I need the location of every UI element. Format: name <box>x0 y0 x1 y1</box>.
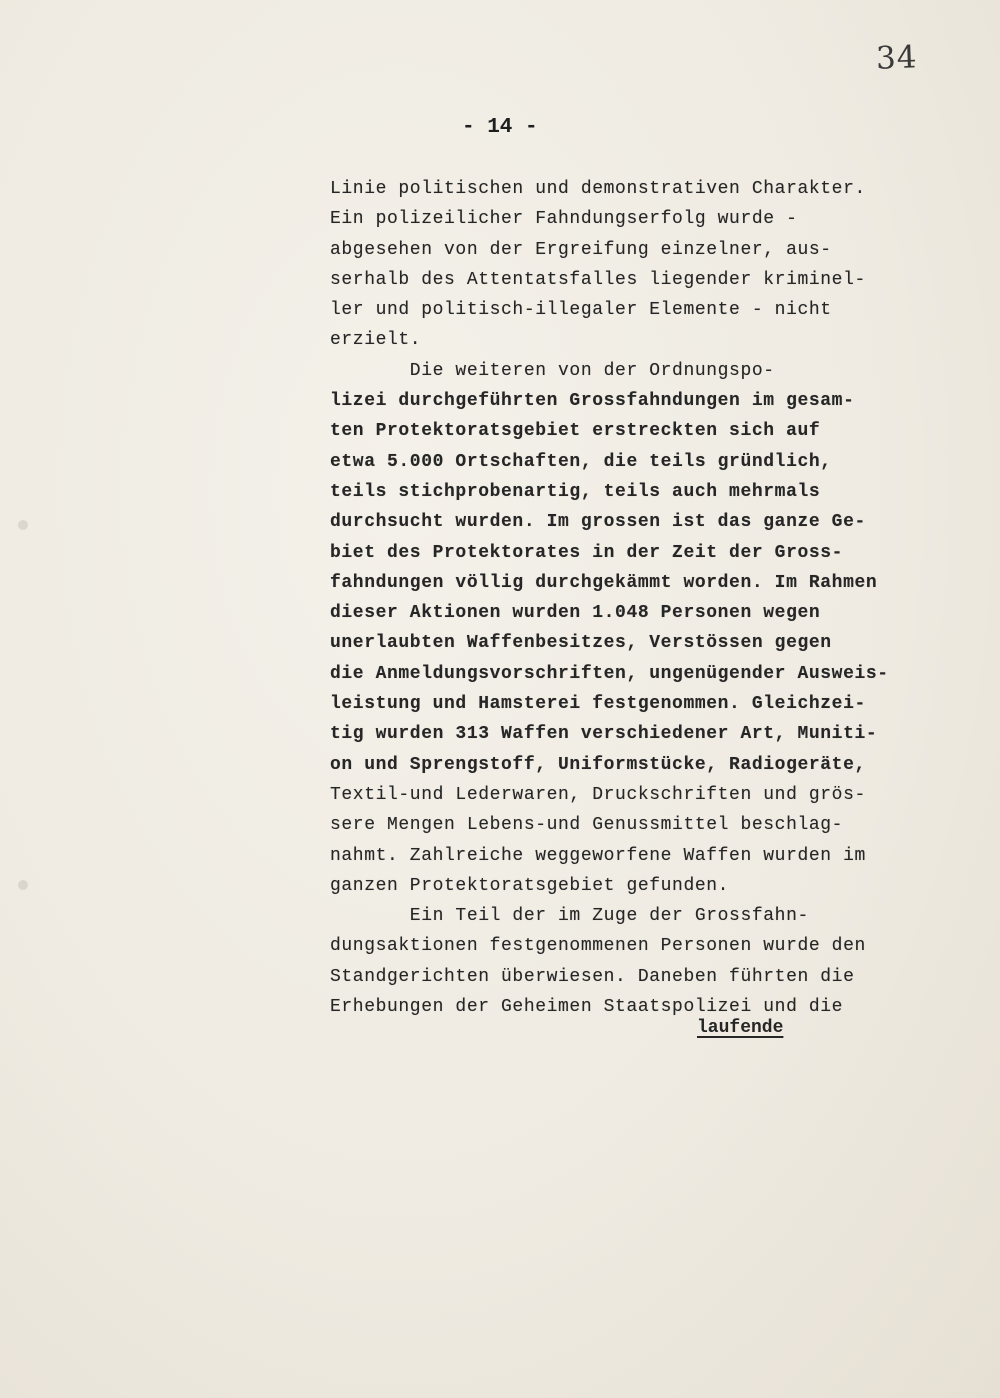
text-line: serhalb des Attentatsfalles liegender kriminel- <box>330 269 866 290</box>
folio-number: 34 <box>875 39 919 77</box>
text-line: sere Mengen Lebens-und Genussmittel beschlag- <box>330 815 844 836</box>
text-line: tig wurden 313 Waffen verschiedener Art, Muniti- <box>330 724 878 745</box>
text-line: ganzen Protektoratsgebiet gefunden. <box>330 875 730 896</box>
body-text <box>330 174 990 1022</box>
text-line: dungsaktionen festgenommenen Personen wurde den <box>330 936 866 957</box>
text-line: die Anmeldungsvorschriften, ungenügender Ausweis- <box>330 663 889 684</box>
text-line: erzielt. <box>330 330 422 351</box>
text-line: etwa 5.000 Ortschaften, die teils gründlich, <box>330 451 832 472</box>
text-line: on und Sprengstoff, Uniformstücke, Radiogeräte, <box>330 754 866 775</box>
text-line: Erhebungen der Geheimen Staatspolizei und die <box>330 997 844 1018</box>
text-line: unerlaubten Waffenbesitzes, Verstössen gegen <box>330 633 832 654</box>
text-line: leistung und Hamsterei festgenommen. Gleichzei- <box>330 694 866 715</box>
text-line: lizei durchgeführten Grossfahndungen im gesam- <box>330 391 855 412</box>
text-line: dieser Aktionen wurden 1.048 Personen wegen <box>330 603 821 624</box>
text-line: durchsucht wurden. Im grossen ist das ganze Ge- <box>330 512 866 533</box>
text-line: Linie politischen und demonstrativen Charakter. <box>330 179 866 199</box>
catchword: laufende <box>697 1018 784 1038</box>
text-line: teils stichprobenartig, teils auch mehrmals <box>330 481 821 502</box>
punch-mark <box>18 880 28 890</box>
text-line: fahndungen völlig durchgekämmt worden. Im Rahmen <box>330 572 878 593</box>
punch-mark <box>18 520 28 530</box>
text-line: biet des Protektorates in der Zeit der Gross- <box>330 542 844 563</box>
text-line: ten Protektoratsgebiet erstreckten sich auf <box>330 421 821 442</box>
text-line: abgesehen von der Ergreifung einzelner, aus- <box>330 239 832 260</box>
text-line: Die weiteren von der Ordnungspo- <box>330 360 775 381</box>
text-line: Ein Teil der im Zuge der Grossfahn- <box>330 906 809 927</box>
text-line: Standgerichten überwiesen. Daneben führten die <box>330 966 855 987</box>
text-line: ler und politisch-illegaler Elemente - nicht <box>330 300 832 321</box>
page-number: - 14 - <box>462 116 538 139</box>
text-line: Ein polizeilicher Fahndungserfolg wurde - <box>330 209 798 230</box>
text-line: Textil-und Lederwaren, Druckschriften und grös- <box>330 784 866 805</box>
text-line: nahmt. Zahlreiche weggeworfene Waffen wurden im <box>330 845 866 866</box>
